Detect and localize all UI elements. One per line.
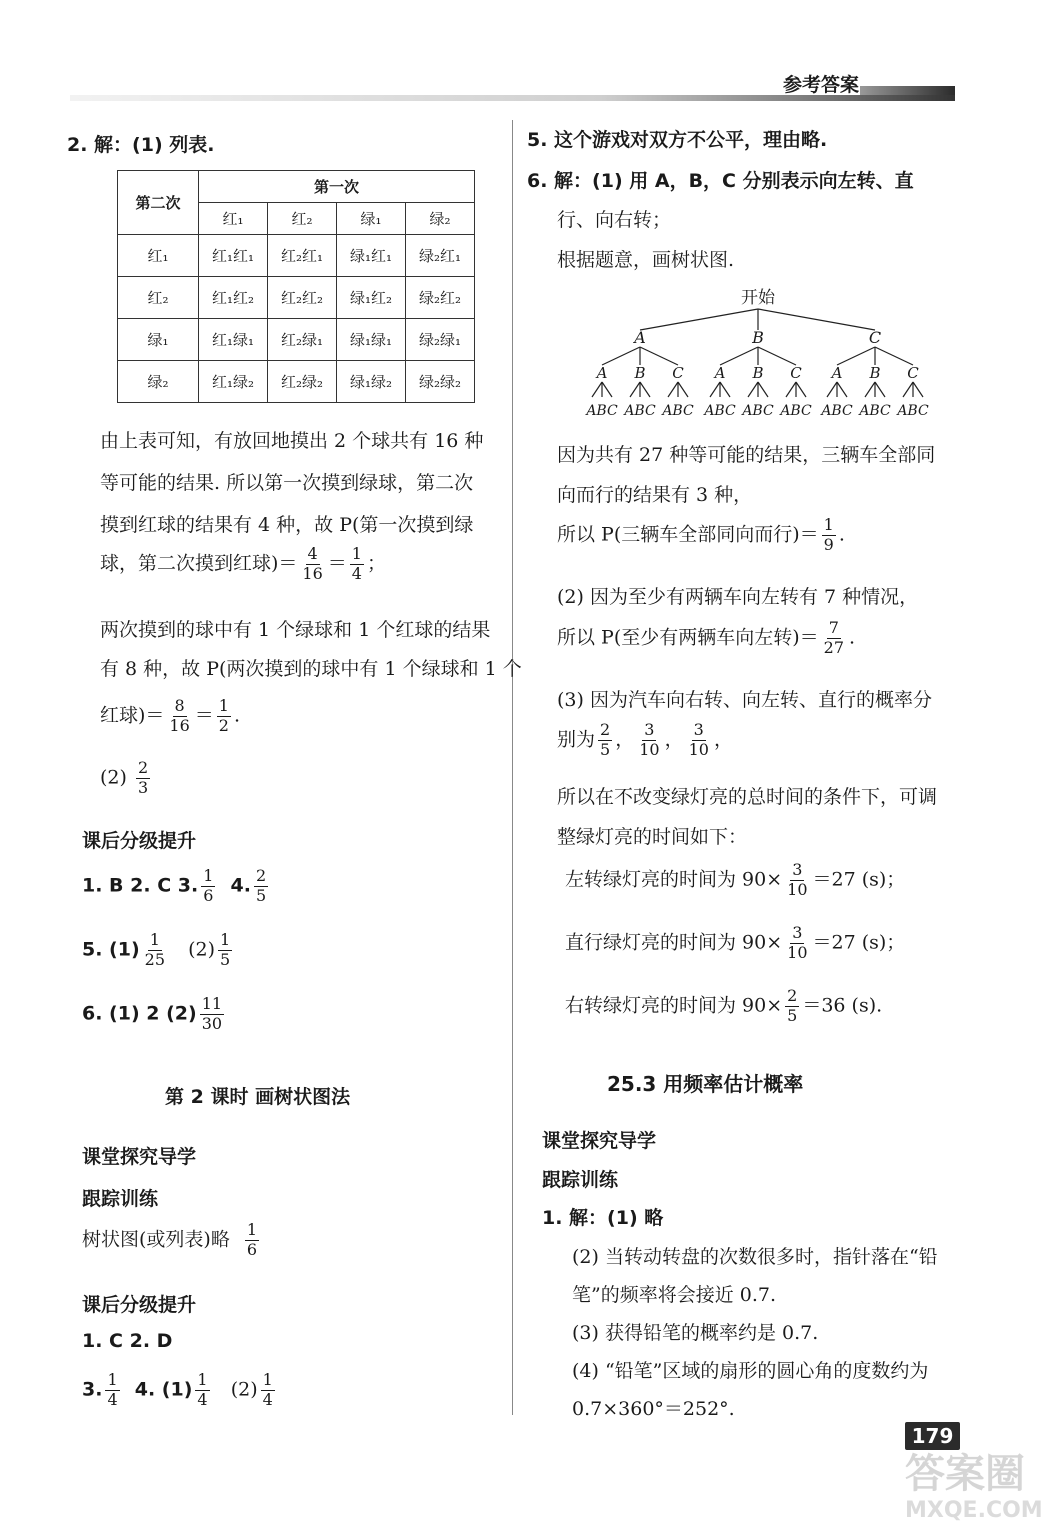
fraction: $\frac{3}{10}$ [787,860,808,899]
answer-line: 树状图(或列表)略 $\frac{1}{6}$ [82,1220,258,1259]
formula-line: 所以 P(至少有两辆车向左转)＝ $\frac{7}{27}$ . [557,618,856,657]
table-cell: 红₂绿₁ [268,319,337,361]
tree-node-label: 开始 [741,288,775,308]
table-cell: 红₁红₁ [199,235,268,277]
tree-node-label: C [907,364,919,382]
col-header: 绿₁ [337,203,406,235]
answer-line: 1. B 2. C 3. $\frac{1}{6}$ 4. $\frac{2}{5}$ [82,866,267,905]
tree-node-label: ABC [821,403,853,419]
page-number: 179 [905,1422,960,1450]
text-line: 摸到红球的结果有 4 种，故 P(第一次摸到绿 [100,514,474,536]
tree-node-label: ABC [662,403,694,419]
tree-edge [875,347,913,365]
fraction: $\frac{1}{4}$ [197,1370,208,1409]
tree-edge [630,382,640,397]
fraction: $\frac{2}{3}$ [137,758,149,797]
tree-edge [796,382,806,397]
text-line: 向而行的结果有 3 种， [557,484,753,506]
formula-line: 红球)＝ $\frac{8}{16}$ ＝ $\frac{1}{2}$ . [100,696,241,735]
outcome-table [117,170,475,403]
tree-edge [837,347,875,365]
text-line: 整绿灯亮的时间如下： [557,826,748,848]
fraction: $\frac{2}{5}$ [787,986,798,1025]
tree-edge [720,382,730,397]
tree-edge [865,382,875,397]
fraction: $\frac{8}{16}$ [169,696,190,735]
text-line: 笔”的频率将会接近 0.7. [572,1284,777,1306]
answer-line: 5. (1) $\frac{1}{25}$ (2) $\frac{1}{5}$ [82,930,231,969]
tree-edge [710,382,720,397]
table-cell: 绿₁绿₁ [337,319,406,361]
formula-line: 球，第二次摸到红球)＝ $\frac{4}{16}$ ＝ $\frac{1}{4}$ ； [100,544,386,583]
fraction: $\frac{11}{30}$ [201,994,223,1033]
col-header: 绿₂ [406,203,475,235]
tree-edge [640,382,650,397]
table-cell: 红₁绿₂ [199,361,268,403]
table-cell: 红₂红₁ [268,235,337,277]
answer-line: 3. $\frac{1}{4}$ 4. (1) $\frac{1}{4}$ (2) $\frac{1}{4}$ [82,1370,273,1409]
table-row [118,277,475,319]
tree-edge [758,347,796,365]
tree-node-label: ABC [897,403,929,419]
tree-edge [786,382,796,397]
tree-node-label: B [752,328,764,347]
fraction: $\frac{1}{2}$ [218,696,229,735]
table-cell: 绿₂红₁ [406,235,475,277]
section-heading: 跟踪训练 [82,1188,159,1210]
table-cell: 红₂红₂ [268,277,337,319]
table-cell: 红₂绿₂ [268,361,337,403]
tree-node-label: B [869,364,881,382]
tree-node-label: A [831,364,843,382]
tree-edge [748,382,758,397]
text-line: 由上表可知，有放回地摸出 2 个球共有 16 种 [100,430,484,452]
tree-edge [913,382,923,397]
fraction: $\frac{1}{25}$ [144,930,165,969]
formula-line: 所以 P(三辆车全部同向而行)＝ $\frac{1}{9}$ . [557,515,845,554]
tree-node-label: C [868,328,882,347]
text-line: 有 8 种，故 P(两次摸到的球中有 1 个绿球和 1 个 [100,658,522,680]
tree-edge [837,382,847,397]
tree-node-label: ABC [586,403,618,419]
fraction: $\frac{3}{10}$ [639,720,660,759]
text-line: 两次摸到的球中有 1 个绿球和 1 个红球的结果 [100,619,491,641]
row-header: 红₂ [118,277,199,319]
tree-node-label: ABC [742,403,774,419]
table-cell: 绿₂绿₂ [406,361,475,403]
table-cell: 绿₁绿₂ [337,361,406,403]
tree-node-label: B [634,364,646,382]
tree-node-label: A [596,364,608,382]
table-cell: 绿₂绿₁ [406,319,475,361]
col-header: 红₁ [199,203,268,235]
row-header: 绿₁ [118,319,199,361]
section-heading: 课后分级提升 [82,830,197,852]
text-line: (3) 因为汽车向右转、向左转、直行的概率分 [557,689,932,711]
tree-edge [758,309,875,330]
fraction: $\frac{7}{27}$ [823,618,845,657]
row-header: 红₁ [118,235,199,277]
answer-line: 1. C 2. D [82,1330,173,1352]
text-line: 根据题意，画树状图. [557,249,735,271]
fraction: $\frac{3}{10}$ [688,720,709,759]
text-line: 等可能的结果. 所以第一次摸到绿球，第二次 [100,472,474,494]
table-cell: 绿₁红₁ [337,235,406,277]
tree-edge [602,382,612,397]
tree-diagram [575,285,935,425]
tree-edge [640,347,678,365]
section-heading: 跟踪训练 [542,1169,619,1191]
fraction: $\frac{1}{4}$ [351,544,362,583]
text-line: 因为共有 27 种等可能的结果，三辆车全部同 [557,444,936,466]
section-heading: 课后分级提升 [82,1294,197,1316]
fraction: $\frac{1}{9}$ [823,515,834,554]
fraction: $\frac{1}{5}$ [220,930,231,969]
tree-edge [678,382,688,397]
table-cell: 绿₂红₂ [406,277,475,319]
section-title: 25.3 用频率估计概率 [607,1072,804,1096]
tree-edge [668,382,678,397]
table-cell: 红₁红₂ [199,277,268,319]
table-row [118,235,475,277]
tree-edge [903,382,913,397]
section-heading: 课堂探究导学 [542,1130,657,1152]
tree-edge [602,347,640,365]
formula-line: 别为 $\frac{2}{5}$ ， $\frac{3}{10}$ ， $\frac{3}{10}$ ， [557,720,733,759]
fraction: $\frac{1}{4}$ [262,1370,273,1409]
fraction: $\frac{1}{6}$ [246,1220,258,1259]
fraction: $\frac{2}{5}$ [255,866,267,905]
fraction: $\frac{1}{6}$ [203,866,214,905]
tree-edge [875,382,885,397]
text-line: (4) “铅笔”区域的扇形的圆心角的度数约为 [572,1360,929,1382]
col-header: 红₂ [268,203,337,235]
formula-line: 左转绿灯亮的时间为 90× $\frac{3}{10}$ ＝27 (s)； [565,860,906,899]
fraction: $\frac{1}{4}$ [107,1370,118,1409]
tree-node-label: ABC [624,403,656,419]
table-cell: 绿₁红₂ [337,277,406,319]
text-line: 6. 解：(1) 用 A，B，C 分别表示向左转、直 [527,170,914,192]
table-row [118,319,475,361]
table-corner: 第二次 [118,171,199,235]
watermark-logo: 答案圈 MXQE.COM [905,1451,1043,1523]
tree-edge [758,382,768,397]
formula-line: (2) $\frac{2}{3}$ [100,758,149,797]
text-line: (2) 当转动转盘的次数很多时，指针落在“铅 [572,1246,938,1268]
tree-edge [592,382,602,397]
text-line: 0.7×360°＝252°. [572,1398,735,1420]
tree-node-label: ABC [859,403,891,419]
fraction: $\frac{2}{5}$ [600,720,611,759]
tree-node-label: B [752,364,764,382]
table-cell: 红₁绿₁ [199,319,268,361]
table-top-header: 第一次 [199,171,475,203]
page-header-title: 参考答案 [783,74,860,96]
tree-node-label: C [790,364,802,382]
lesson-title: 第 2 课时 画树状图法 [165,1086,351,1108]
table-row [118,361,475,403]
tree-edge [827,382,837,397]
tree-node-label: ABC [704,403,736,419]
answer-line: 6. (1) 2 (2) $\frac{11}{30}$ [82,994,223,1033]
tree-node-label: A [634,328,646,347]
tree-node-label: C [672,364,684,382]
tree-node-label: A [714,364,726,382]
tree-edge [640,309,758,330]
answer-line: 1. 解：(1) 略 [542,1207,664,1229]
q2-head: 2. 解：(1) 列表. [67,134,215,156]
fraction: $\frac{4}{16}$ [302,544,323,583]
text-line: (2) 因为至少有两辆车向左转有 7 种情况， [557,586,919,608]
column-divider [512,120,513,1415]
section-heading: 课堂探究导学 [82,1146,197,1168]
text-line: 所以在不改变绿灯亮的总时间的条件下，可调 [557,786,938,808]
row-header: 绿₂ [118,361,199,403]
fraction: $\frac{3}{10}$ [787,923,808,962]
formula-line: 直行绿灯亮的时间为 90× $\frac{3}{10}$ ＝27 (s)； [565,923,906,962]
text-line: (3) 获得铅笔的概率约是 0.7. [572,1322,819,1344]
tree-node-label: ABC [780,403,812,419]
answer-line: 5. 这个游戏对双方不公平，理由略. [527,129,828,151]
text-line: 行、向右转； [557,209,672,231]
header-rule-dark [860,86,955,95]
formula-line: 右转绿灯亮的时间为 90× $\frac{2}{5}$ ＝36 (s). [565,986,883,1025]
tree-edge [720,347,758,365]
